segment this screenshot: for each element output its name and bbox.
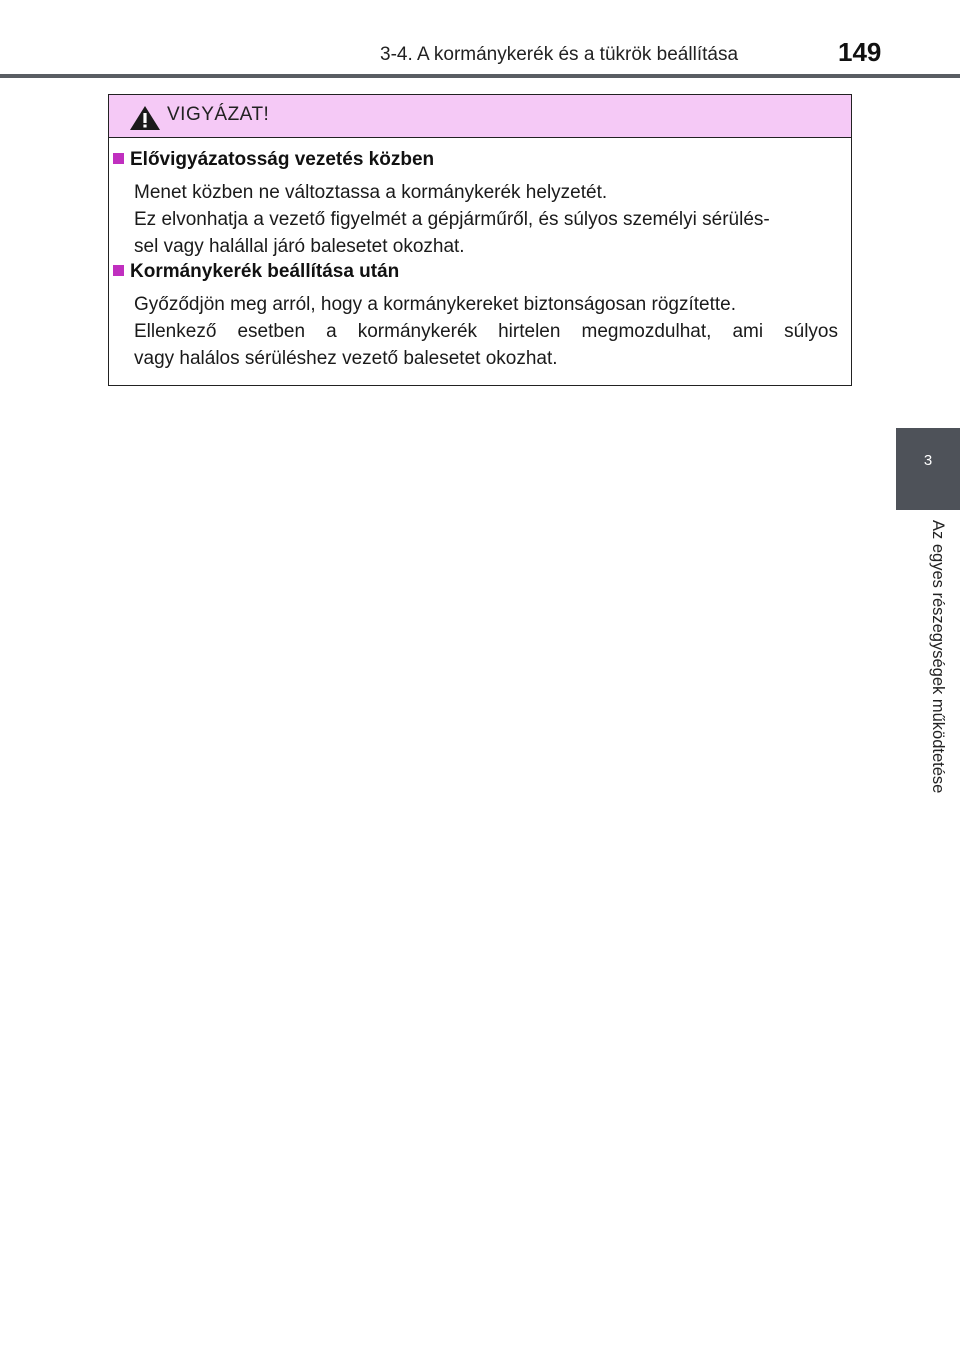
square-bullet-icon xyxy=(113,265,124,276)
section-heading xyxy=(113,261,399,283)
paragraph-line: vagy halálos sérüléshez vezető balesetet okozhat. xyxy=(134,348,558,369)
section-heading-text: Elővigyázatosság vezetés közben xyxy=(130,149,435,170)
warning-box xyxy=(108,94,852,386)
header-divider xyxy=(0,74,960,78)
warning-title: VIGYÁZAT! xyxy=(167,104,270,125)
paragraph-line: Ellenkező esetben a kormánykerék hirtelen megmozdulhat, ami súlyos xyxy=(134,321,838,342)
section-heading xyxy=(113,149,434,171)
warning-triangle-icon xyxy=(129,105,161,131)
chapter-tab xyxy=(896,428,960,510)
page-header-title: 3-4. A kormánykerék és a tükrök beállítása xyxy=(380,44,739,65)
paragraph-line: Győződjön meg arról, hogy a kormánykereket biztonságosan rögzítette. xyxy=(134,294,736,315)
paragraph-line: sel vagy halállal járó balesetet okozhat. xyxy=(134,236,465,257)
section-heading-text: Kormánykerék beállítása után xyxy=(130,261,400,282)
section-paragraph xyxy=(134,291,838,372)
page-number: 149 xyxy=(838,37,882,67)
section-paragraph xyxy=(134,179,838,260)
chapter-label: Az egyes részegységek működtetése xyxy=(929,520,947,794)
chapter-number: 3 xyxy=(923,452,933,469)
paragraph-line: Ez elvonhatja a vezető figyelmét a gépjárműről, és súlyos személyi sérülés- xyxy=(134,209,770,230)
paragraph-line: Menet közben ne változtassa a kormánykerék helyzetét. xyxy=(134,182,608,203)
square-bullet-icon xyxy=(113,153,124,164)
warning-header xyxy=(109,95,851,138)
